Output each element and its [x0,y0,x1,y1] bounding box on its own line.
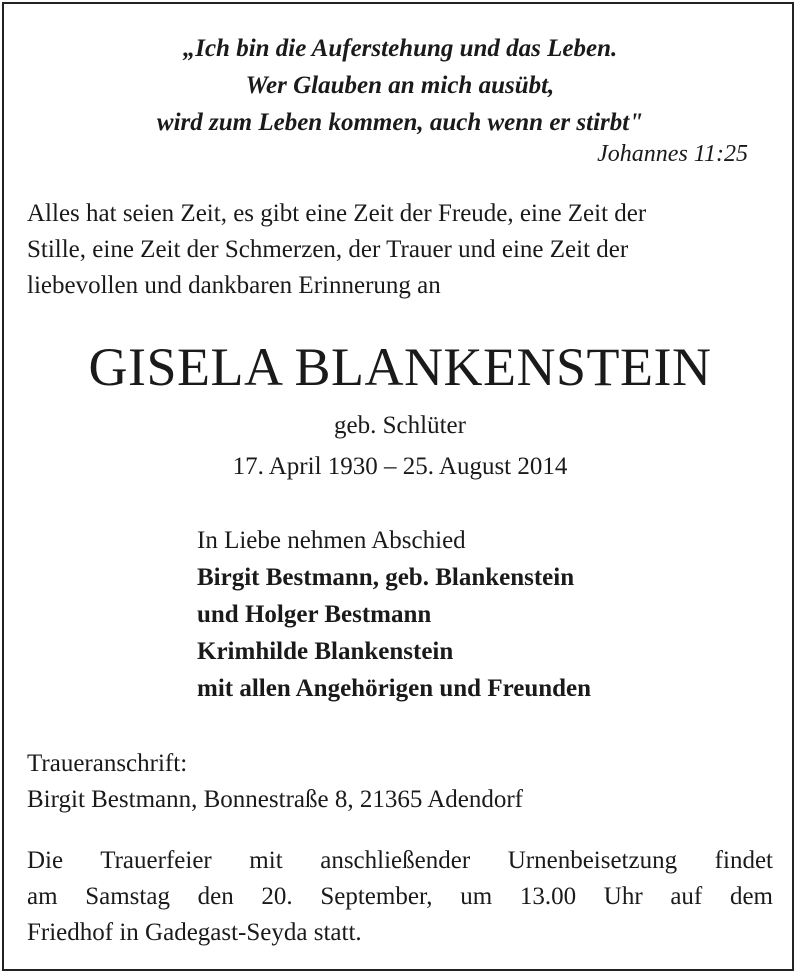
mourners-block [197,522,591,707]
quote-line: „Ich bin die Auferstehung und das Leben. [182,35,618,62]
quote-line: Wer Glauben an mich ausübt, [245,72,555,99]
maiden-name: geb. Schlüter [334,412,466,439]
intro-line: Alles hat seien Zeit, es gibt eine Zeit der Freude, eine Zeit der [27,200,647,227]
intro-text [27,196,777,304]
mourner-name: mit allen Angehörigen und Freunden [197,675,592,702]
address-label: Traueranschrift: [27,750,188,777]
mourner-name: Krimhilde Blankenstein [197,638,454,665]
ceremony-line: am Samstag den 20. September, um 13.00 Uhr auf dem [27,883,773,910]
ceremony-line: Friedhof in Gadegast-Seyda statt. [27,919,362,946]
intro-line: liebevollen und dankbaren Erinnerung an [27,272,441,299]
quote-source: Johannes 11:25 [597,141,748,167]
ceremony-text [27,843,773,951]
bible-quote [0,30,800,141]
quote-line: wird zum Leben kommen, auch wenn er stirbt" [156,109,644,136]
deceased-name: GISELA BLANKENSTEIN [88,337,712,397]
ceremony-line: Die Trauerfeier mit anschließender Urnenbeisetzung findet [27,847,773,874]
mourner-name: und Holger Bestmann [197,601,432,628]
address-value: Birgit Bestmann, Bonnestraße 8, 21365 Adendorf [27,786,524,813]
mourners-intro: In Liebe nehmen Abschied [197,527,466,554]
mourner-name: Birgit Bestmann, geb. Blankenstein [197,564,575,591]
intro-line: Stille, eine Zeit der Schmerzen, der Trauer und eine Zeit der [27,236,629,263]
life-dates: 17. April 1930 – 25. August 2014 [232,453,568,480]
